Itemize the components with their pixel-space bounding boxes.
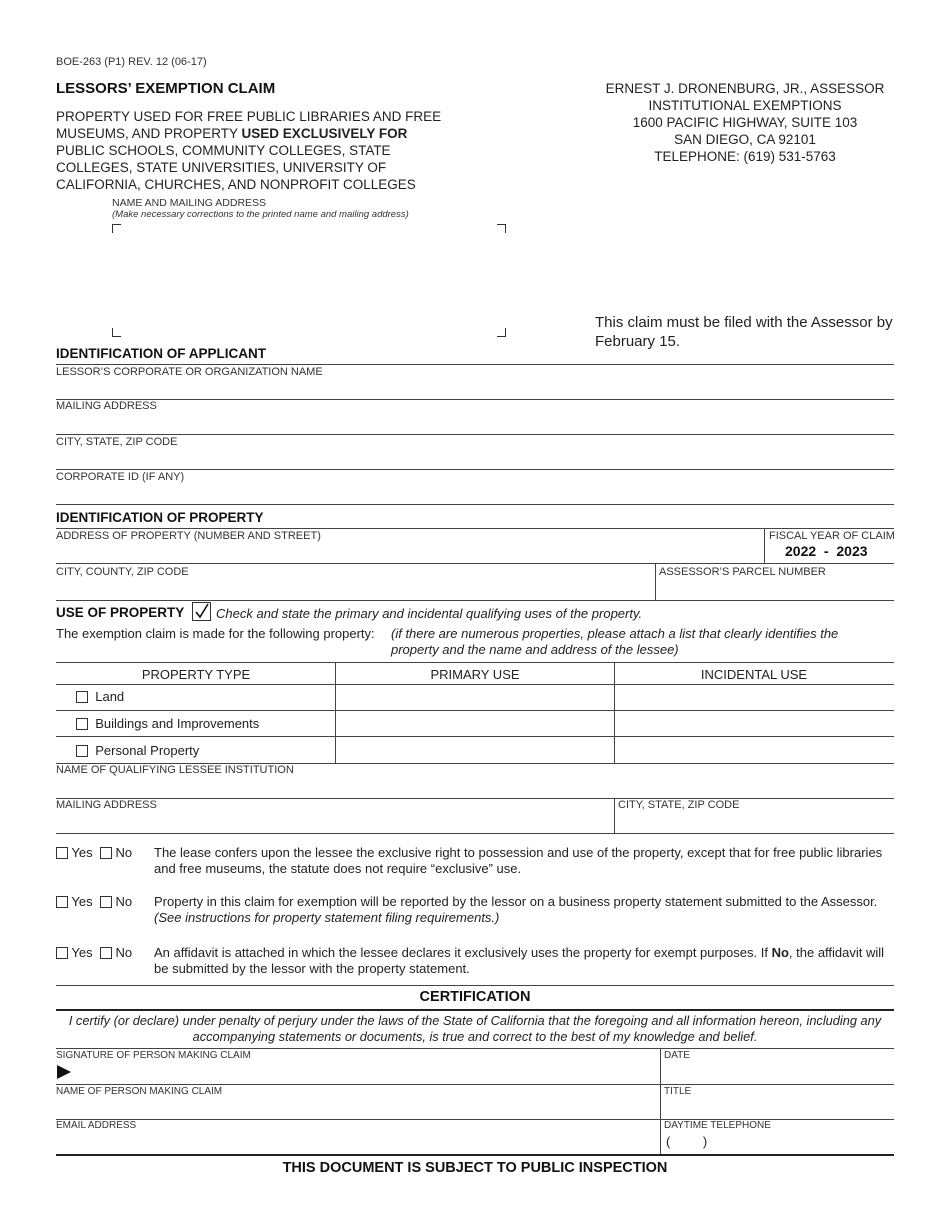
signature-arrow-icon: [56, 1064, 72, 1085]
buildings-checkbox[interactable]: [76, 718, 88, 730]
q1-no-checkbox[interactable]: [100, 847, 112, 859]
q1-yes-checkbox[interactable]: [56, 847, 68, 859]
lessee-city-field[interactable]: [618, 813, 894, 831]
personal-incidental-use-field[interactable]: [618, 740, 890, 760]
property-address-field[interactable]: [56, 544, 756, 562]
form-description: PROPERTY USED FOR FREE PUBLIC LIBRARIES AND FREE MUSEUMS, AND PROPERTY USED EXCLUSIVELY FOR PUBLIC SCHOOLS, COMMUNITY COLLEGES, STATE COLLEGES, STATE UNIVERSITIES, UNIVERSITY OF CALIFORNIA, CHURCHES, AND NONPROFIT COLLEGES: [56, 109, 442, 192]
q3-yes-checkbox[interactable]: [56, 947, 68, 959]
col-property-type: PROPERTY TYPE: [141, 667, 251, 682]
q2-no-checkbox[interactable]: [100, 896, 112, 908]
land-incidental-use-field[interactable]: [618, 688, 890, 708]
parcel-number-label: ASSESSOR’S PARCEL NUMBER: [659, 566, 826, 578]
col-primary-use: PRIMARY USE: [430, 667, 520, 682]
property-heading: IDENTIFICATION OF PROPERTY: [56, 510, 264, 525]
applicant-mailing-label: MAILING ADDRESS: [56, 400, 157, 412]
row-personal-property: Personal Property: [76, 743, 199, 758]
corp-id-field[interactable]: [56, 485, 894, 503]
mailing-block-note: (Make necessary corrections to the printed name and mailing address): [112, 209, 409, 220]
corner-mark-bl: [112, 328, 121, 337]
signature-field[interactable]: [76, 1062, 651, 1082]
date-field[interactable]: [664, 1063, 894, 1082]
use-instruction: Check and state the primary and incidental qualifying uses of the property.: [216, 606, 643, 621]
row-buildings: Buildings and Improvements: [76, 716, 259, 731]
org-name-field[interactable]: [56, 380, 894, 398]
certification-heading: CERTIFICATION: [419, 989, 531, 1005]
lessee-name-field[interactable]: [56, 778, 894, 796]
fiscal-year-label: FISCAL YEAR OF CLAIM: [769, 530, 895, 542]
lessee-city-label: CITY, STATE, ZIP CODE: [618, 799, 740, 811]
q1-options: Yes No: [56, 845, 132, 860]
assessor-address: ERNEST J. DRONENBURG, JR., ASSESSOR INSTITUTIONAL EXEMPTIONS 1600 PACIFIC HIGHWAY, SUITE 103 SAN DIEGO, CA 92101 TELEPHONE: (619) 531-5763: [605, 81, 885, 164]
row-land: Land: [76, 689, 124, 704]
footer-notice: THIS DOCUMENT IS SUBJECT TO PUBLIC INSPECTION: [282, 1160, 668, 1176]
org-name-label: LESSOR’S CORPORATE OR ORGANIZATION NAME: [56, 366, 323, 378]
use-heading: USE OF PROPERTY: [56, 605, 185, 620]
date-label: DATE: [664, 1050, 690, 1061]
lessee-mailing-label: MAILING ADDRESS: [56, 799, 157, 811]
fiscal-year-value: 2022 - 2023: [785, 543, 868, 559]
claimant-name-field[interactable]: [56, 1099, 651, 1117]
applicant-city-field[interactable]: [56, 450, 894, 468]
q2-text: Property in this claim for exemption will be reported by the lessor on a business property statement submitted to the Assessor. (See instructions for property statement filing requirements.): [154, 894, 878, 925]
property-city-label: CITY, COUNTY, ZIP CODE: [56, 566, 189, 578]
form-title: LESSORS’ EXEMPTION CLAIM: [56, 80, 276, 97]
q3-options: Yes No: [56, 945, 132, 960]
applicant-mailing-field[interactable]: [56, 414, 894, 433]
email-field[interactable]: [56, 1133, 651, 1151]
phone-field[interactable]: ( ): [666, 1134, 708, 1149]
claimant-name-label: NAME OF PERSON MAKING CLAIM: [56, 1086, 223, 1097]
buildings-incidental-use-field[interactable]: [618, 714, 890, 734]
property-city-field[interactable]: [56, 580, 651, 598]
q2-options: Yes No: [56, 894, 132, 909]
parcel-number-field[interactable]: [659, 580, 894, 598]
title-field[interactable]: [664, 1099, 894, 1117]
corner-mark-tl: [112, 224, 121, 233]
corner-mark-tr: [497, 224, 506, 233]
land-primary-use-field[interactable]: [340, 688, 610, 708]
personal-property-checkbox[interactable]: [76, 745, 88, 757]
claim-text: The exemption claim is made for the following property:: [56, 626, 375, 641]
filing-notice: This claim must be filed with the Assessor by February 15.: [595, 314, 893, 350]
check-mark-icon: [192, 602, 211, 621]
q1-text: The lease confers upon the lessee the exclusive right to possession and use of the property, except that for free public libraries and free museums, the statute does not require “exclusive” use.: [154, 845, 883, 876]
email-label: EMAIL ADDRESS: [56, 1120, 137, 1131]
signature-label: SIGNATURE OF PERSON MAKING CLAIM: [56, 1050, 251, 1061]
mailing-block-label: NAME AND MAILING ADDRESS: [112, 197, 267, 209]
lessee-mailing-field[interactable]: [56, 813, 608, 831]
form-number: BOE-263 (P1) REV. 12 (06-17): [56, 56, 207, 68]
corp-id-label: CORPORATE ID (IF ANY): [56, 471, 185, 483]
personal-primary-use-field[interactable]: [340, 740, 610, 760]
land-checkbox[interactable]: [76, 691, 88, 703]
q2-yes-checkbox[interactable]: [56, 896, 68, 908]
q3-no-checkbox[interactable]: [100, 947, 112, 959]
phone-label: DAYTIME TELEPHONE: [664, 1120, 771, 1131]
col-incidental-use: INCIDENTAL USE: [700, 667, 808, 682]
applicant-city-label: CITY, STATE, ZIP CODE: [56, 436, 178, 448]
lessee-name-label: NAME OF QUALIFYING LESSEE INSTITUTION: [56, 764, 294, 776]
certification-statement: I certify (or declare) under penalty of perjury under the laws of the State of California that the foregoing and all information hereon, including any accompanying statements or documents, is true and correct to the best of my knowledge and belief.: [68, 1013, 882, 1044]
applicant-heading: IDENTIFICATION OF APPLICANT: [56, 346, 266, 361]
claim-note: (if there are numerous properties, please attach a list that clearly identifies the property and the name and address of the lessee): [391, 626, 839, 657]
corner-mark-br: [497, 328, 506, 337]
title-label: TITLE: [664, 1086, 692, 1097]
q3-text: An affidavit is attached in which the lessee declares it exclusively uses the property for exempt purposes. If No, the affidavit will be submitted by the lessor with the property statement.: [154, 945, 885, 976]
property-address-label: ADDRESS OF PROPERTY (NUMBER AND STREET): [56, 530, 321, 542]
buildings-primary-use-field[interactable]: [340, 714, 610, 734]
